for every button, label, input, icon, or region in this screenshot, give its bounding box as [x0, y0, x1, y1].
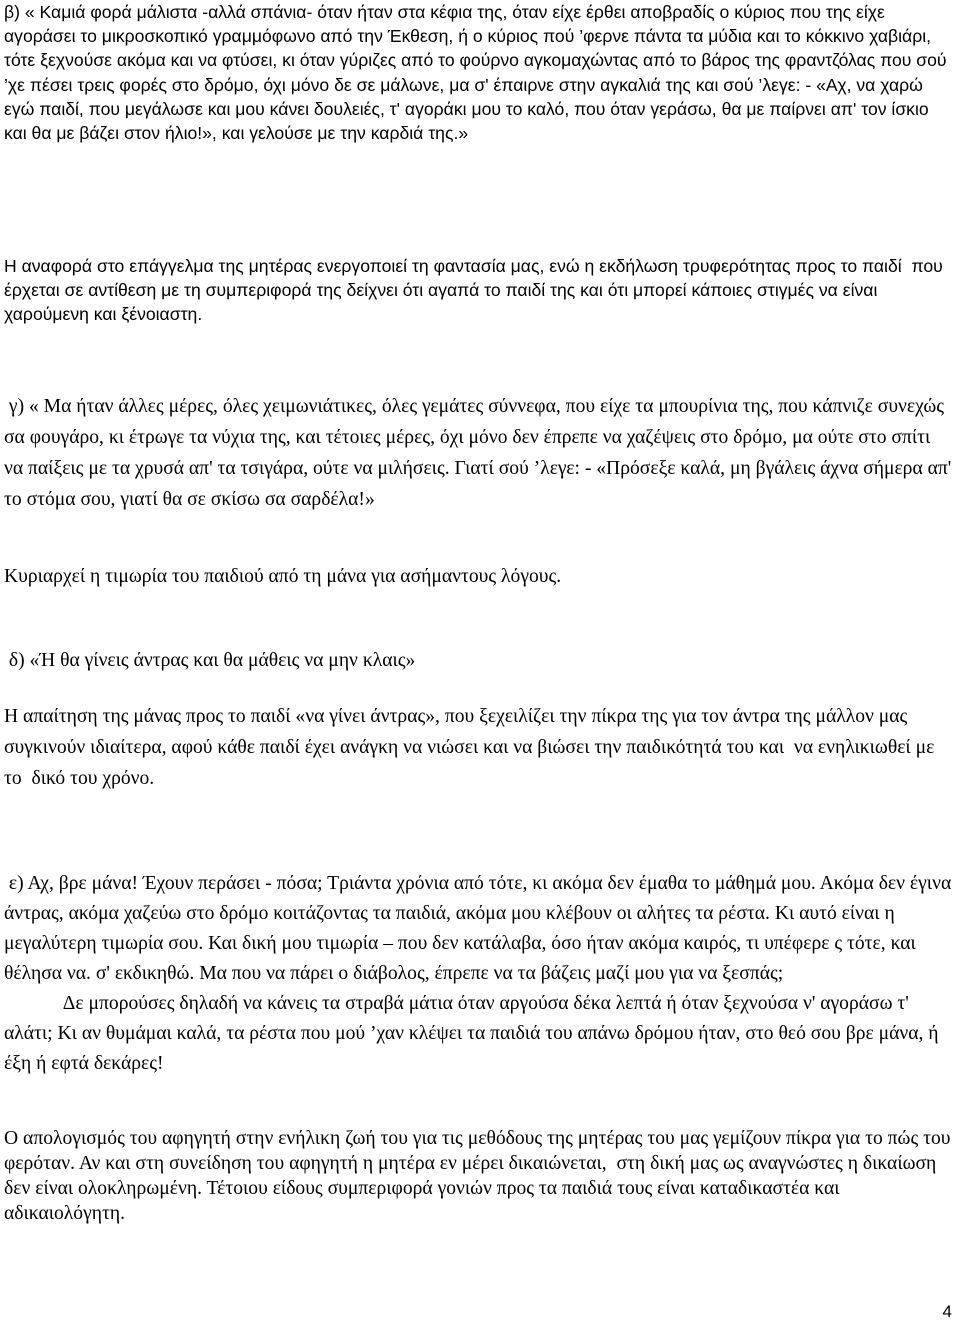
paragraph-quote-b: β) « Καμιά φορά μάλιστα -αλλά σπάνια- όταν ήταν στα κέφια της, όταν είχε έρθει αποβραδίς ο κύριος που της είχε αγοράσει το μικροσκοπικό γραμμόφωνο από την Έκθεση, ή ο κύριος πού ’φερνε πάντα τα μύδια και το κόκκινο χαβιάρι, τότε ξεχνούσε ακόμα και να φτύσει, κι όταν γύριζες από το φούρνο αγκομαχώντας από το βάρος της φραντζόλας που σού ’χε πέσει τρεις φορές στο δρόμο, όχι μόνο δε σε μάλωνε, μα σ' έπαιρνε στην αγκαλιά της και σού ’λεγε: - «Αχ, να χαρώ εγώ παιδί, που μεγάλωσε και μου κάνει δουλειές, τ' αγοράκι μου το καλό, που όταν γεράσω, θα με παίρνει απ' τον ίσκιο και θα με βάζει στον ήλιο!», και γελούσε με την καρδιά της.» [4, 2, 952, 144]
paragraph-commentary-d: Η απαίτηση της μάνας προς το παιδί «να γίνει άντρας», που ξεχειλίζει την πίκρα της για τον άντρα της μάλλον μας συγκινούν ιδιαίτερα, αφού κάθε παιδί έχει ανάγκη να νιώσει και να βιώσει την παιδικότητά του και να ενηλικιωθεί με το δικό του χρόνο. [4, 706, 940, 789]
paragraph-quote-e: ε) Αχ, βρε μάνα! Έχουν περάσει - πόσα; Τριάντα χρόνια από τότε, κι ακόμα δεν έμαθα το μάθημά μου. Ακόμα δεν έγινα άντρας, ακόμα χαζεύω στο δρόμο κοιτάζοντας τα παιδιά, ακόμα μου κλέβουν οι αλήτες τα ρέστα. Κι αυτό είναι η μεγαλύτερη τιμωρία σου. Και δική μου τιμωρία – που δεν κατάλαβα, όσο ήταν ακόμα καιρός, τι υπέφερε ς τότε, και θέλησα να. σ' εκδικηθώ. Μα που να πάρει ο διάβολος, έπρεπε να τα βάζεις μαζί μου για να ξεσπάς; Δε μπορούσες δηλαδή να κάνεις τα στραβά μάτια όταν αργούσα δέκα λεπτά ή όταν ξεχνούσα ν' αγοράσω τ' αλάτι; Κι αν θυμάμαι καλά, τα ρέστα που μού ’χαν κλέψει τα παιδιά του απάνω δρόμου ήταν, στο θεό σου βρε μάνα, ή έξη ή εφτά δεκάρες! [4, 873, 952, 1074]
paragraph-commentary-b: Η αναφορά στο επάγγελμα της μητέρας ενεργοποιεί τη φαντασία μας, ενώ η εκδήλωση τρυφερότητας προς το παιδί που έρχεται σε αντίθεση με τη συμπεριφορά της δείχνει ότι αγαπά το παιδί της και ότι μπορεί κάποιες στιγμές να είναι χαρούμενη και ξένοιαστη. [4, 256, 948, 325]
paragraph-commentary-c: Κυριαρχεί η τιμωρία του παιδιού από τη μάνα για ασήμαντους λόγους. [4, 566, 562, 587]
paragraph-commentary-e: Ο απολογισμός του αφηγητή στην ενήλικη ζωή του για τις μεθόδους της μητέρας του μας γεμίζουν πίκρα για το πώς του φερόταν. Αν και στη συνείδηση του αφηγητή η μητέρα εν μέρει δικαιώνεται, στη δική μας ως αναγνώστες η δικαίωση δεν είναι ολοκληρωμένη. Τέτοιου είδους συμπεριφορά γονιών προς τα παιδιά τους είναι καταδικαστέα και αδικαιολόγητη. [4, 1128, 956, 1224]
paragraph-quote-d: δ) «Ή θα γίνεις άντρας και θα μάθεις να μην κλαις» [4, 650, 416, 671]
paragraph-quote-c: γ) « Μα ήταν άλλες μέρες, όλες χειμωνιάτικες, όλες γεμάτες σύννεφα, που είχε τα μπουρίνια της, που κάπνιζε συνεχώς σα φουγάρο, κι έτρωγε τα νύχια της, και τέτοιες μέρες, όχι μόνο δεν έπρεπε να χαζέψεις στο δρόμο, μα ούτε στο σπίτι να παίξεις με τα χρυσά απ' τα τσιγάρα, ούτε να μιλήσεις. Γιατί σού ’λεγε: - «Πρόσεξε καλά, μη βγάλεις άχνα σήμερα απ' το στόμα σου, γιατί θα σε σκίσω σα σαρδέλα!» [4, 396, 957, 510]
page-number: 4 [942, 1302, 952, 1321]
